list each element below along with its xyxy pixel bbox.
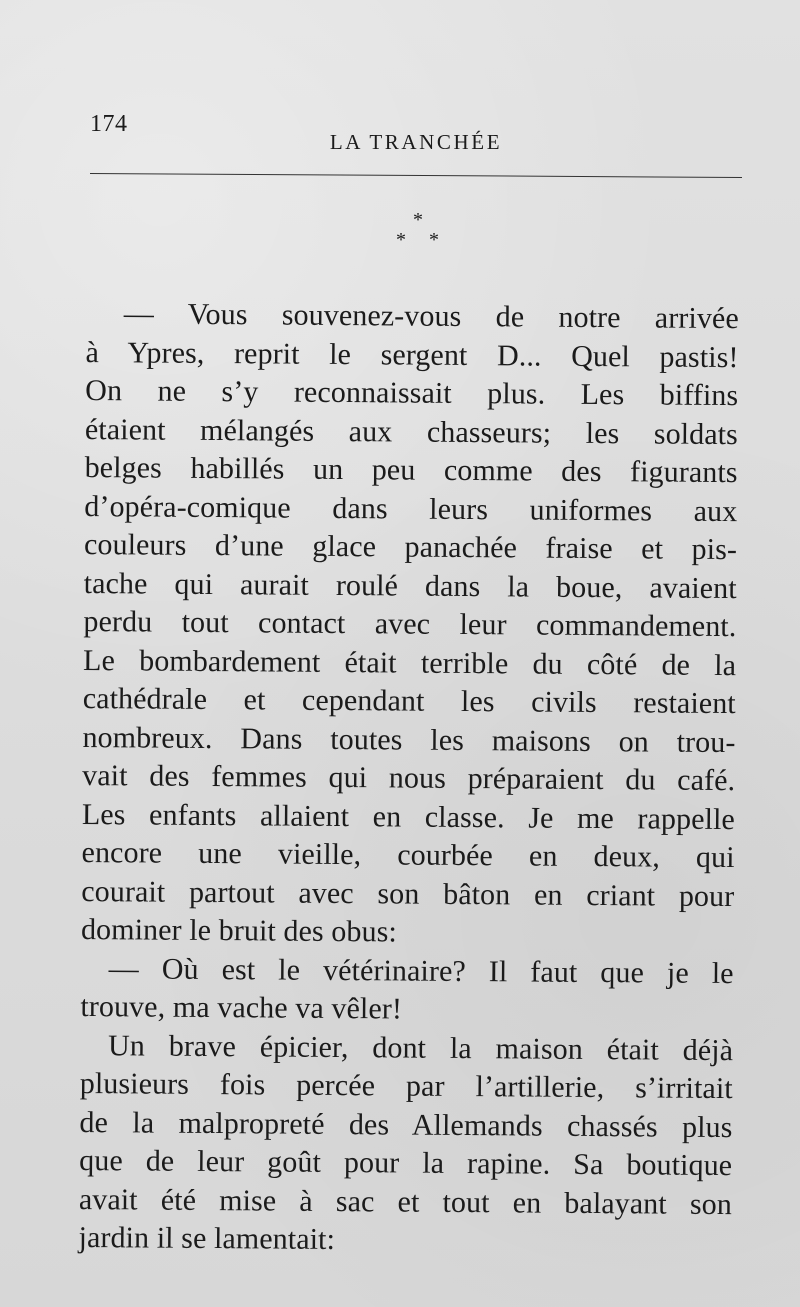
asterisk-right: * [429, 229, 439, 251]
text-line-3: On ne s’y reconnaissait plus. Les biffins [85, 373, 739, 413]
text-line-1: — Vous souvenez-vous de notre arrivée [123, 297, 739, 336]
text-line-19: trouve, ma vache va vêler! [80, 989, 403, 1026]
text-line-6: d’opéra-comique dans leurs uniformes aux [84, 489, 738, 528]
text-line-11: cathédrale et cependant les civils restaient [82, 681, 736, 721]
text-line-16: courait partout avec son bâton en criant pour [81, 874, 735, 913]
text-line-18: — Où est le vétérinaire? Il faut que je le [108, 951, 734, 990]
text-line-24: avait été mise à sac et tout en balayant son [78, 1182, 733, 1221]
text-line-9: perdu tout contact avec leur commandement. [83, 604, 737, 644]
text-line-17: dominer le bruit des obus: [80, 912, 398, 949]
text-line-25: jardin il se lamentait: [78, 1220, 336, 1256]
asterisk-left: * [396, 229, 406, 251]
text-line-20: Un brave épicier, dont la maison était déjà [107, 1028, 734, 1067]
text-line-22: de la malpropreté des Allemands chassés plus [79, 1105, 733, 1144]
text-line-21: plusieurs fois percée par l’artillerie, s’irritait [79, 1066, 733, 1106]
page-header [90, 112, 742, 174]
text-line-7: couleurs d’une glace panachée fraise et pis- [83, 527, 738, 567]
text-line-8: tache qui aurait roulé dans la boue, avaient [83, 566, 737, 605]
text-line-14: Les enfants allaient en classe. Je me rappelle [81, 797, 736, 836]
running-title: LA TRANCHÉE [329, 130, 503, 154]
text-line-15: encore une vieille, courbée en deux, qui [81, 835, 735, 875]
asterisk-top: * [413, 209, 423, 231]
text-line-2: à Ypres, reprit le sergent D... Quel pastis! [85, 335, 739, 374]
section-break-asterism [396, 210, 446, 254]
body-text [78, 295, 739, 1263]
text-line-13: vait des femmes qui nous préparaient du café. [82, 758, 736, 798]
text-line-23: que de leur goût pour la rapine. Sa boutique [79, 1143, 733, 1183]
text-line-10: Le bombardement était terrible du côté de la [83, 643, 737, 682]
text-line-4: étaient mélangés aux chasseurs; les soldats [84, 412, 739, 451]
header-rule [90, 173, 742, 178]
page-number: 174 [90, 111, 128, 137]
text-line-5: belges habillés un peu comme des figurants [84, 450, 738, 490]
text-line-12: nombreux. Dans toutes les maisons on trou- [82, 720, 736, 759]
